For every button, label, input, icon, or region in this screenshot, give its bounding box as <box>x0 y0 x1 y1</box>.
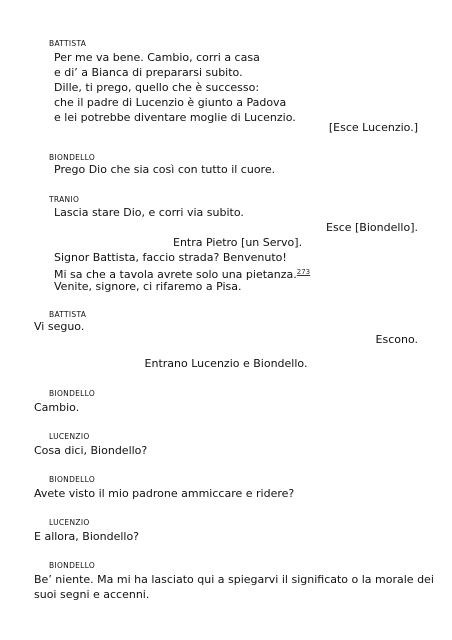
stage-direction: [Esce Lucenzio.] <box>328 121 418 134</box>
prose-line: E allora, Biondello? <box>34 530 140 543</box>
speaker-name: BIONDELLO <box>49 561 96 570</box>
verse-line: che il padre di Lucenzio è giunto a Padova <box>54 96 287 109</box>
verse-text: Mi sa che a tavola avrete solo una pietanza. <box>54 268 297 281</box>
prose-line: Cosa dici, Biondello? <box>34 444 148 457</box>
speaker-name: BATTISTA <box>49 310 87 319</box>
footnote-reference[interactable]: 273 <box>296 268 311 276</box>
stage-direction-centered: Entrano Lucenzio e Biondello. <box>144 357 308 370</box>
speaker-name: LUCENZIO <box>49 432 90 441</box>
prose-line: suoi segni e accenni. <box>34 588 150 601</box>
prose-line: Vi seguo. <box>34 320 85 333</box>
verse-line: Venite, signore, ci rifaremo a Pisa. <box>54 280 242 293</box>
speaker-name: BATTISTA <box>49 39 87 48</box>
speaker-name: BIONDELLO <box>49 475 96 484</box>
prose-line: Cambio. <box>34 401 80 414</box>
speaker-name: TRANIO <box>49 195 80 204</box>
speaker-name: BIONDELLO <box>49 389 96 398</box>
verse-line: Signor Battista, faccio strada? Benvenuto! <box>54 251 287 264</box>
speaker-name: LUCENZIO <box>49 518 90 527</box>
verse-line: Lascia stare Dio, e corri via subito. <box>54 206 244 219</box>
stage-direction: Escono. <box>375 333 418 346</box>
speaker-name: BIONDELLO <box>49 153 96 162</box>
prose-line: Avete visto il mio padrone ammiccare e ridere? <box>34 487 295 500</box>
verse-line: e di’ a Bianca di prepararsi subito. <box>54 66 243 79</box>
stage-direction: Esce [Biondello]. <box>326 221 418 234</box>
stage-direction: Entra Pietro [un Servo]. <box>173 236 303 249</box>
verse-line: Prego Dio che sia così con tutto il cuore. <box>54 163 276 176</box>
prose-line: Be’ niente. Ma mi ha lasciato qui a spiegarvi il significato o la morale dei <box>34 573 434 586</box>
verse-line: Per me va bene. Cambio, corri a casa <box>54 51 260 64</box>
verse-line: Dille, ti prego, quello che è successo: <box>54 81 260 94</box>
verse-line: e lei potrebbe diventare moglie di Lucenzio. <box>54 111 296 124</box>
